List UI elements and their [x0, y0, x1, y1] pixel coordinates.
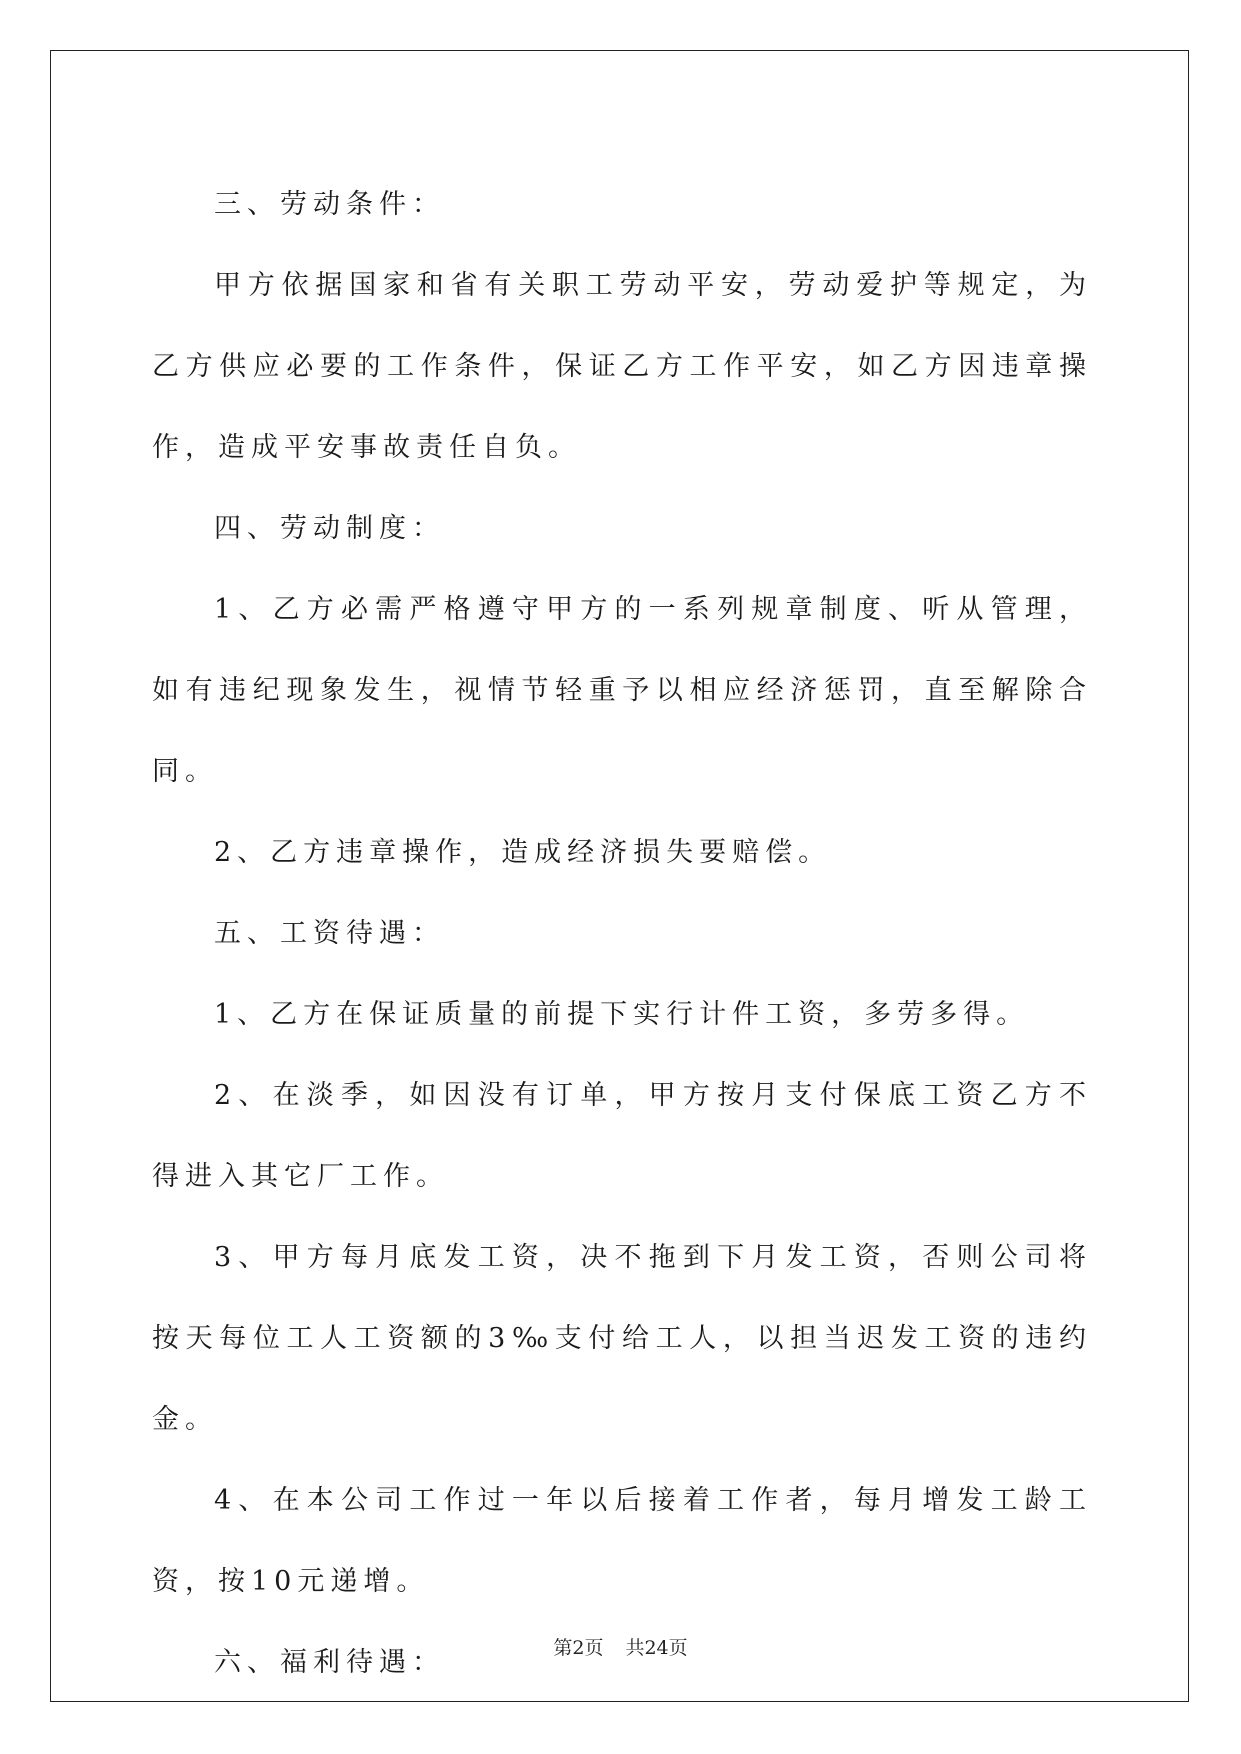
section-heading-labor-system: 四、劳动制度： [214, 513, 445, 544]
paragraph-wages-2: 2、在淡季，如因没有订单，甲方按月支付保底工资乙方不得进入其它厂工作。 [152, 1080, 1092, 1192]
paragraph-wages-1: 1、乙方在保证质量的前提下实行计件工资，多劳多得。 [214, 999, 1030, 1030]
page-number-total: 共24页 [625, 1637, 688, 1659]
paragraph-wages-3: 3、甲方每月底发工资，决不拖到下月发工资，否则公司将按天每位工人工资额的3‰支付给工人，以担当迟发工资的违约金。 [152, 1242, 1092, 1435]
paragraph-labor-conditions: 甲方依据国家和省有关职工劳动平安，劳动爱护等规定，为乙方供应必要的工作条件，保证乙方工作平安，如乙方因违章操作，造成平安事故责任自负。 [152, 270, 1092, 463]
page-footer [0, 1633, 1241, 1660]
section-heading-labor-conditions: 三、劳动条件： [214, 189, 445, 220]
paragraph-labor-system-1: 1、乙方必需严格遵守甲方的一系列规章制度、听从管理，如有违纪现象发生，视情节轻重予以相应经济惩罚，直至解除合同。 [152, 594, 1092, 787]
document-body [152, 164, 1092, 1703]
section-heading-benefits: 六、福利待遇： [214, 1647, 445, 1678]
paragraph-wages-4: 4、在本公司工作过一年以后接着工作者，每月增发工龄工资，按10元递增。 [152, 1485, 1092, 1597]
paragraph-labor-system-2: 2、乙方违章操作，造成经济损失要赔偿。 [214, 837, 832, 868]
page-number-current: 第2页 [553, 1637, 604, 1659]
section-heading-wages: 五、工资待遇： [214, 918, 445, 949]
